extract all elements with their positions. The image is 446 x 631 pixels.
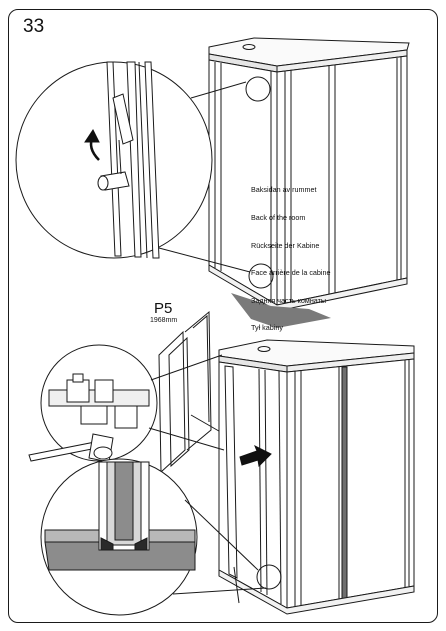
caption-line-pl: Tył kabiny bbox=[251, 323, 283, 333]
part-p5-profile bbox=[159, 312, 211, 472]
caption-line-en: Back of the room bbox=[251, 213, 306, 223]
step-number: 33 bbox=[23, 16, 45, 37]
assembly-illustration bbox=[9, 10, 438, 623]
detail-circle-middle bbox=[41, 345, 224, 461]
caption-line-sv: Baksidan av rummet bbox=[251, 185, 317, 195]
room-side-caption bbox=[251, 167, 331, 351]
instruction-page bbox=[8, 9, 438, 623]
cabin-bottom bbox=[219, 340, 414, 614]
part-code: P5 bbox=[154, 300, 173, 317]
caption-line-fr: Face arrière de la cabine bbox=[251, 268, 331, 278]
part-length: 1968mm bbox=[150, 317, 178, 324]
caption-line-de: Rückseite der Kabine bbox=[251, 240, 320, 250]
caption-line-ru: Задняя часть комнаты bbox=[251, 295, 327, 305]
